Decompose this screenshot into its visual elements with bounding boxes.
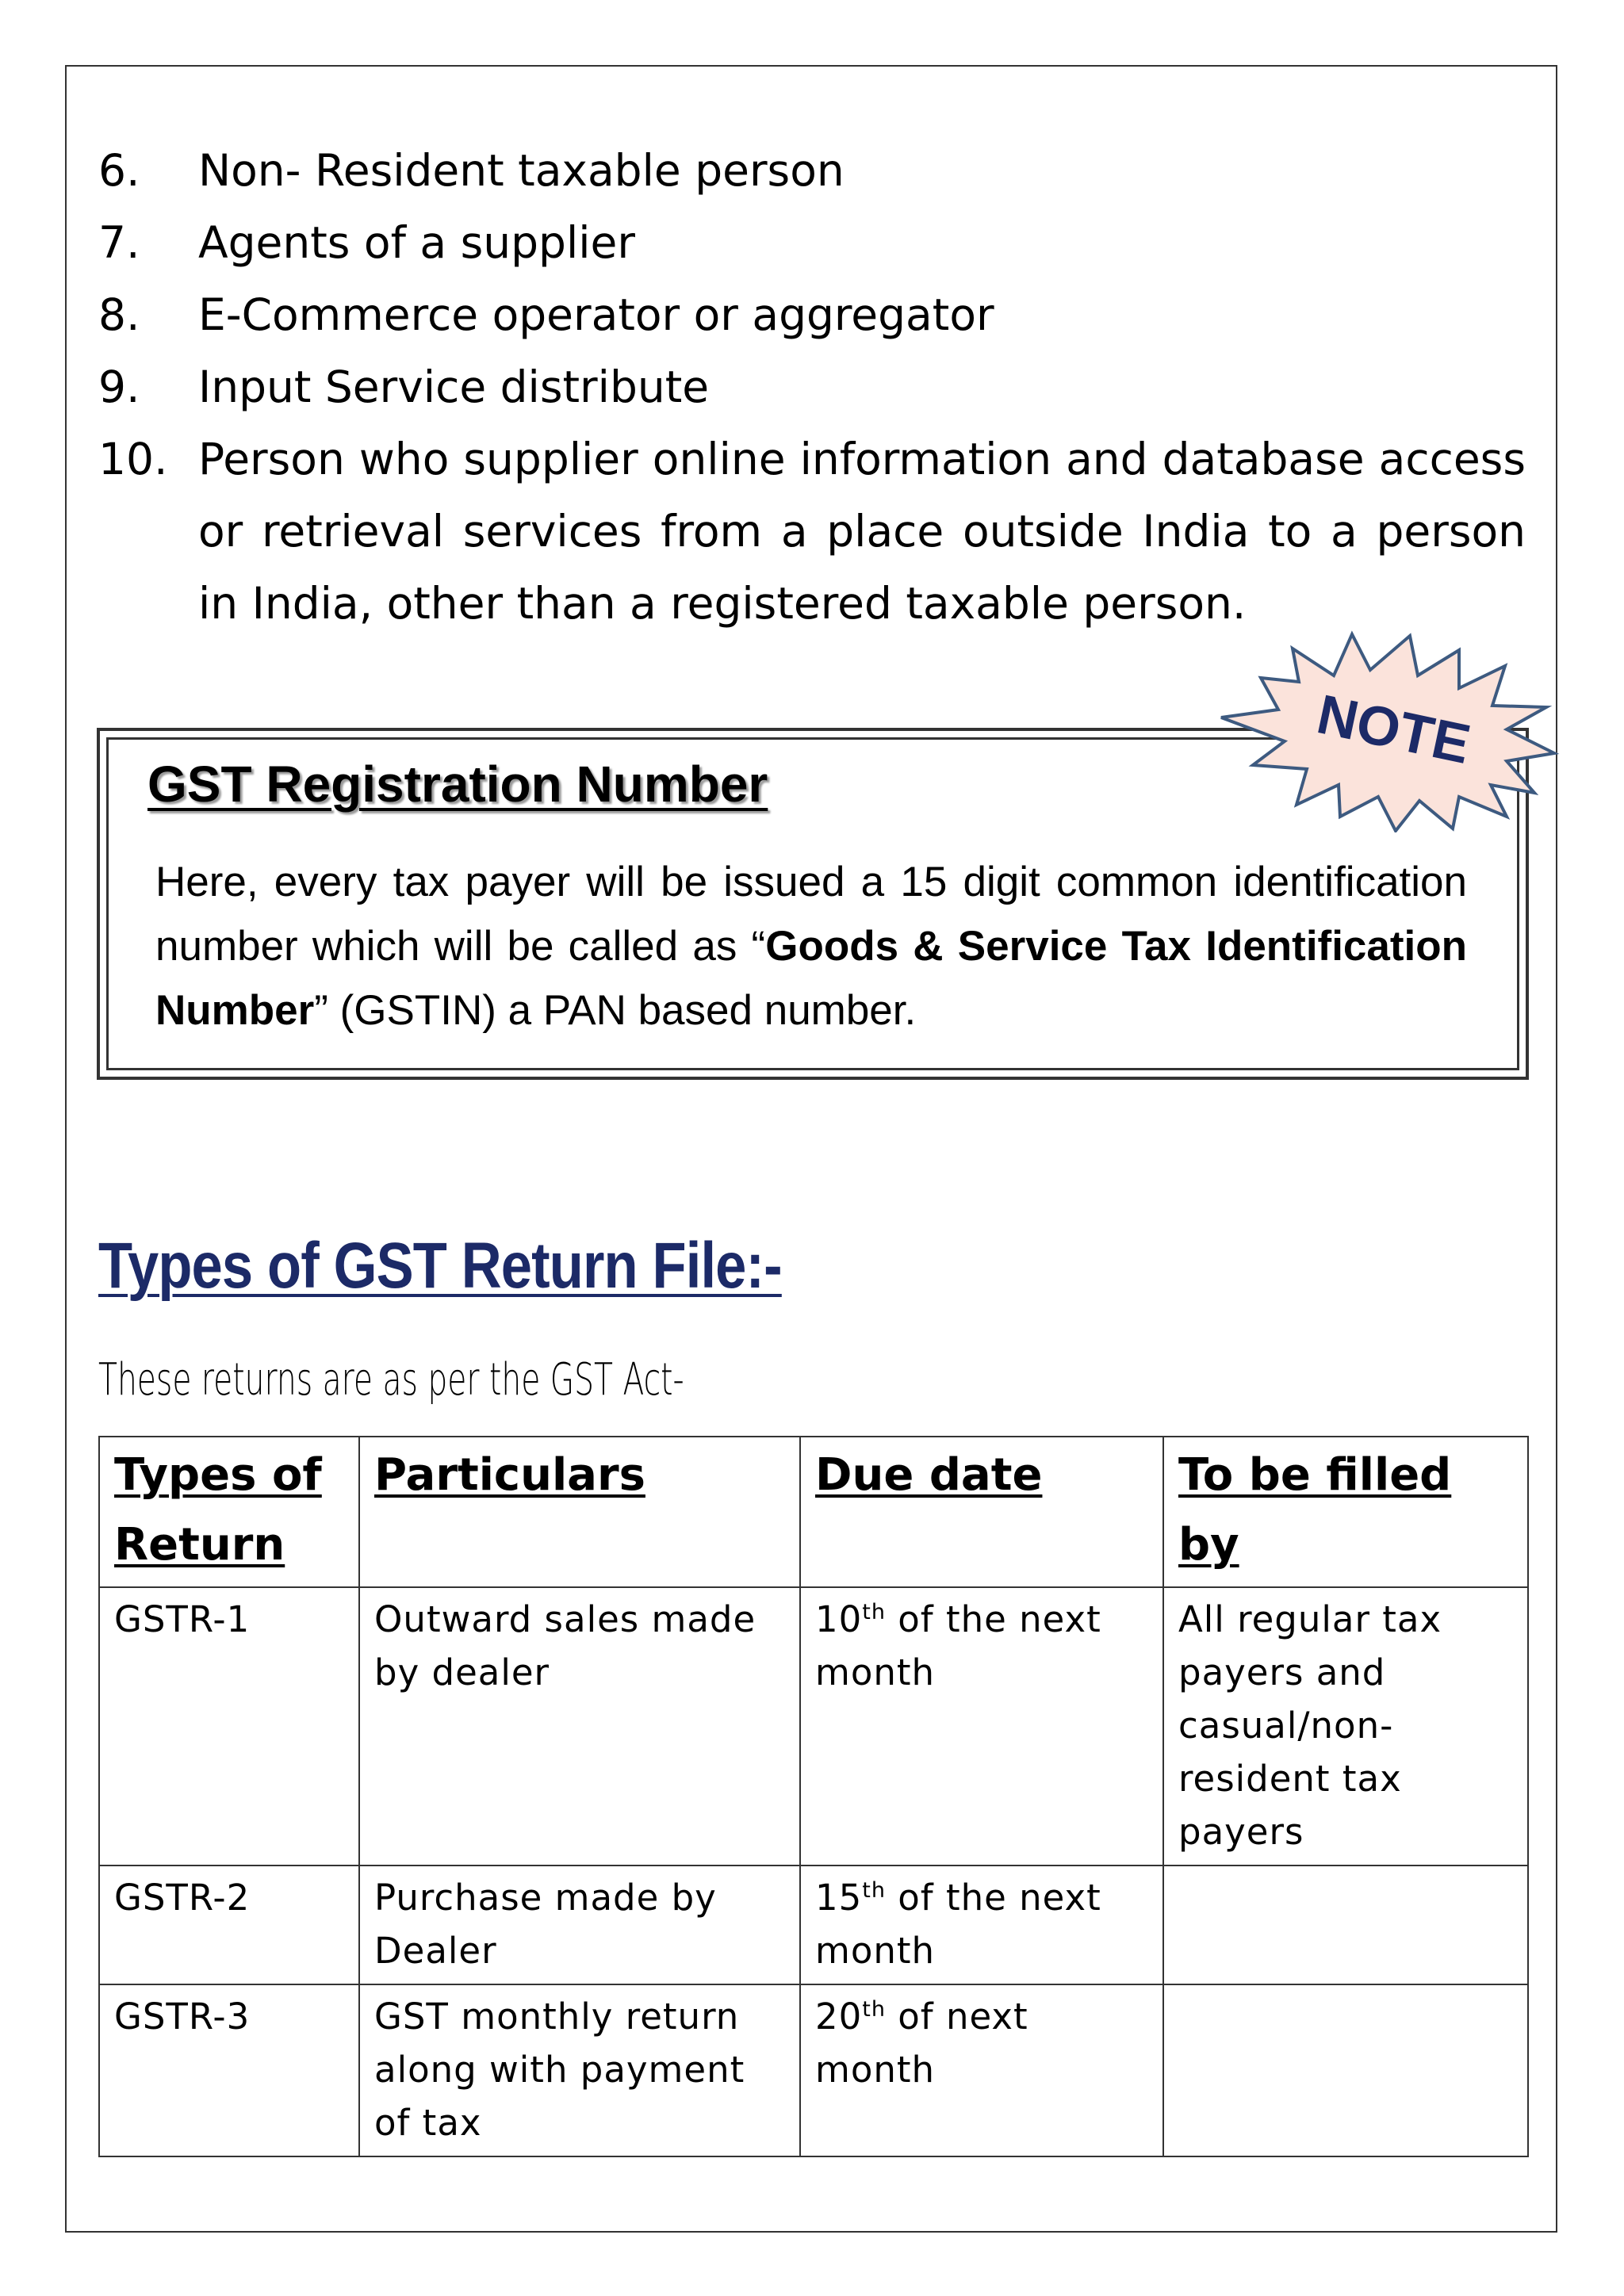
- header-label: Particulars: [374, 1449, 645, 1501]
- cell-due-date: [800, 1587, 1163, 1866]
- column-header: [359, 1437, 800, 1587]
- cell-type: GSTR-2: [99, 1866, 359, 1984]
- list-number: 6.: [98, 145, 140, 196]
- column-header: [800, 1437, 1163, 1587]
- cell-particulars: Outward sales made by dealer: [359, 1587, 800, 1866]
- cell-filled-by: [1163, 1866, 1528, 1984]
- list-item: [98, 279, 1526, 351]
- cell-type: GSTR-1: [99, 1587, 359, 1866]
- table-row: [99, 1984, 1528, 2156]
- column-header: [1163, 1437, 1528, 1587]
- section-subtitle: These returns are as per the GST Act-: [98, 1354, 684, 1406]
- cell-particulars: GST monthly return along with payment of tax: [359, 1984, 800, 2156]
- column-header: [99, 1437, 359, 1587]
- table-row: [99, 1866, 1528, 1984]
- header-label: To be filled by: [1178, 1449, 1452, 1571]
- list-item: [98, 135, 1526, 207]
- body-text: Here, every tax payer will be issued a 15 digit common identification number which will be called as “: [155, 859, 1467, 970]
- list-text: E-Commerce operator or aggregator: [198, 289, 994, 340]
- due-number: 10: [815, 1598, 863, 1640]
- due-number: 15: [815, 1877, 863, 1919]
- gst-returns-table: [98, 1436, 1529, 2157]
- due-suffix: th: [862, 1600, 886, 1624]
- list-text: Non- Resident taxable person: [198, 145, 845, 196]
- table-header-row: [99, 1437, 1528, 1587]
- list-text: Input Service distribute: [198, 362, 710, 412]
- note-badge-label: NOTE: [1312, 683, 1476, 776]
- list-item: [98, 351, 1526, 423]
- body-text: ” (GSTIN) a PAN based number.: [314, 987, 917, 1034]
- list-item: [98, 423, 1526, 640]
- registration-title: GST Registration Number: [147, 756, 768, 813]
- list-text: Person who supplier online information and database access or retrieval services from a place outside India to a person in India, other than a registered taxable person.: [198, 434, 1526, 629]
- applicability-list: [98, 135, 1526, 640]
- due-number: 20: [815, 1996, 863, 2038]
- note-starburst-badge: [1205, 626, 1562, 832]
- list-text: Agents of a supplier: [198, 217, 635, 268]
- list-number: 10.: [98, 434, 168, 484]
- list-number: 9.: [98, 362, 140, 412]
- cell-due-date: [800, 1866, 1163, 1984]
- cell-filled-by: [1163, 1984, 1528, 2156]
- due-suffix: th: [862, 1878, 886, 1903]
- list-item: [98, 207, 1526, 279]
- cell-filled-by: All regular tax payers and casual/non-resident tax payers: [1163, 1587, 1528, 1866]
- due-text: of the next month: [815, 1598, 1101, 1693]
- cell-due-date: [800, 1984, 1163, 2156]
- list-number: 8.: [98, 289, 140, 340]
- registration-body: [155, 850, 1467, 1043]
- due-text: of next month: [815, 1996, 1028, 2091]
- cell-type: GSTR-3: [99, 1984, 359, 2156]
- header-label: Types of Return: [114, 1449, 322, 1571]
- section-title: Types of GST Return File:-: [98, 1230, 782, 1302]
- table-row: [99, 1587, 1528, 1866]
- list-number: 7.: [98, 217, 140, 268]
- due-suffix: th: [862, 1997, 886, 2022]
- body-bold-text: Goods & Service Tax Identification Number: [155, 923, 1467, 1034]
- header-label: Due date: [815, 1449, 1043, 1501]
- cell-particulars: Purchase made by Dealer: [359, 1866, 800, 1984]
- due-text: of the next month: [815, 1877, 1101, 1972]
